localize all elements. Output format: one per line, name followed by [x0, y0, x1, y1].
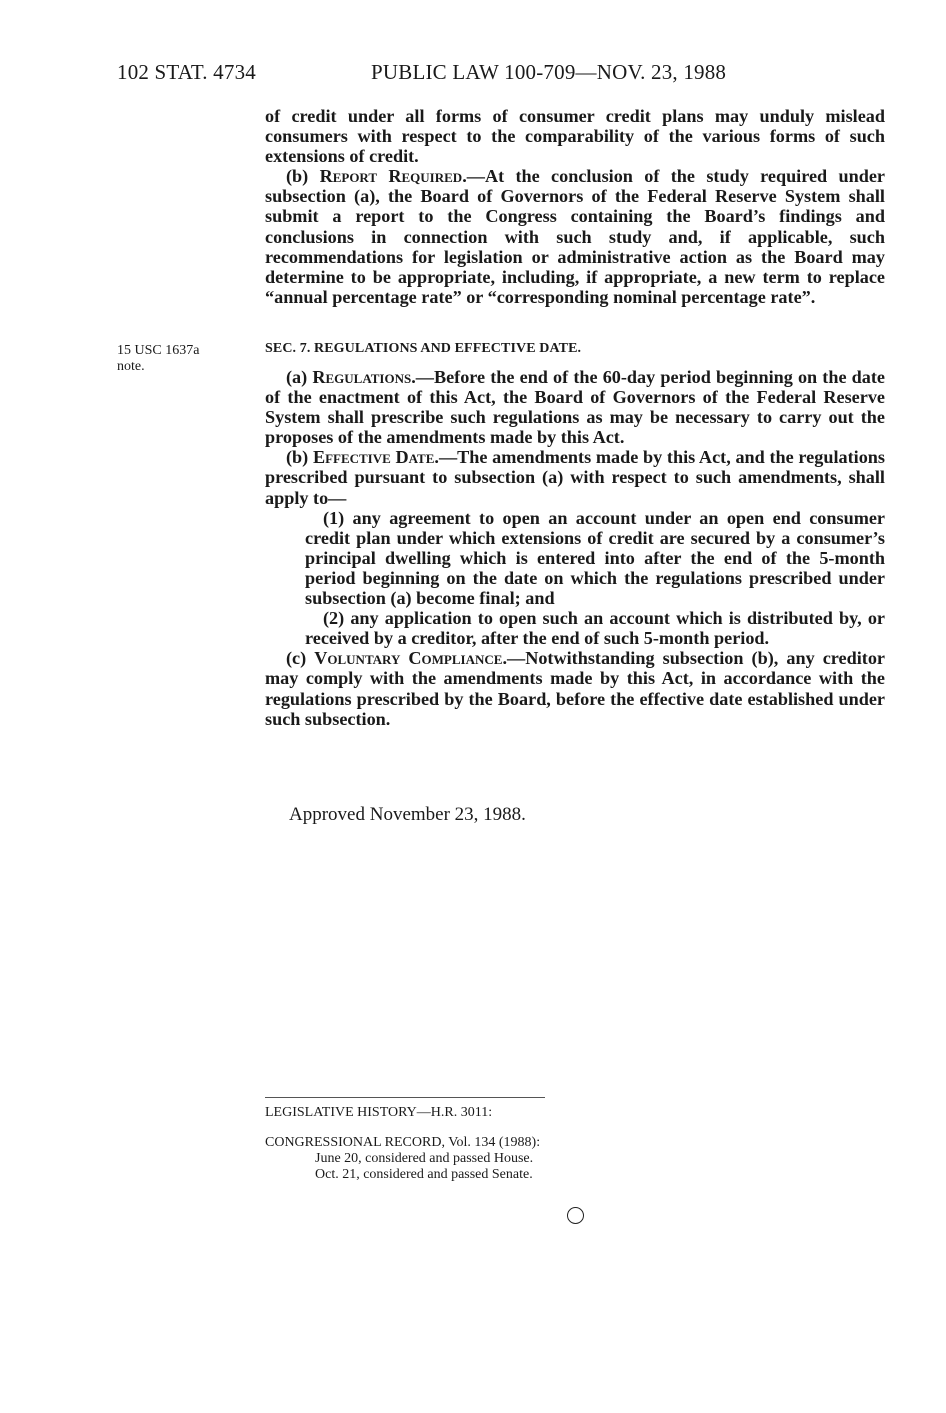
margin-note-line2: note.: [117, 359, 145, 374]
legislative-history-record: [265, 1135, 540, 1183]
subsection-title: Report Required.: [319, 166, 467, 187]
section-7-body: [265, 367, 885, 729]
section-heading: SEC. 7. REGULATIONS AND EFFECTIVE DATE.: [265, 341, 582, 356]
subsection-c: [265, 648, 885, 728]
divider-rule: [265, 1097, 545, 1098]
subsection-title: Voluntary Compliance.: [314, 648, 507, 669]
legislative-history-title: LEGISLATIVE HISTORY—H.R. 3011:: [265, 1105, 493, 1120]
subsection-text: —Before the end of the 60-day period beginning on the date of the enactment of this Act, the Board of Governors of the Federal Reserve System shall prescribe such regulations as may be necessary to carry out the proposes of the amendments made by this Act.: [265, 367, 885, 448]
approval-line: Approved November 23, 1988.: [289, 804, 526, 825]
text-block-top: [265, 106, 885, 307]
margin-note-line1: 15 USC 1637a: [117, 343, 200, 358]
paragraph-1: (1) any agreement to open an account under an open end consumer credit plan under which extensions of credit are secured by a consumer’s principal dwelling which is entered into after the end of the 5-month period beginning on the date on which the regulations prescribed under subsection (a) become final; and: [305, 507, 885, 609]
history-entry: Oct. 21, considered and passed Senate.: [315, 1167, 533, 1182]
subsection-text: —At the conclusion of the study required under subsection (a), the Board of Governors of the Federal Reserve System shall submit a report to the Congress containing the Board’s findings and conclusions in connection with such study and, if applicable, such recommendations for legislation or administrative action as the Board may determine to be appropriate, including, if appropriate, a new term to replace “annual percentage rate” or “corresponding nominal percentage rate”.: [265, 166, 886, 307]
subsection-text: —The amendments made by this Act, and the regulations prescribed pursuant to subsection (a) with respect to such amendments, shall apply to—: [265, 447, 885, 508]
subsection-a: [265, 367, 885, 447]
paragraph-2: (2) any application to open such an account which is distributed by, or received by a creditor, after the end of such 5-month period.: [305, 608, 885, 649]
subsection-label: (b): [286, 447, 313, 468]
subsection-title: Effective Date.: [312, 447, 439, 468]
subsection-label: (b): [286, 166, 320, 187]
subsection-title: Regulations.: [312, 367, 416, 387]
subsection-label: (c): [286, 648, 315, 669]
history-entry: June 20, considered and passed House.: [315, 1151, 534, 1166]
subsection-b-effective: [265, 447, 885, 507]
end-of-law-circle-icon: [567, 1207, 584, 1224]
margin-note: [117, 343, 199, 375]
subsection-text: —Notwithstanding subsection (b), any creditor may comply with the amendments made by this Act, in accordance with the regulations prescribed by the Board, before the effective date established under such subsection.: [265, 648, 885, 729]
page-stat-number: 102 STAT. 4734: [117, 60, 256, 84]
running-head: PUBLIC LAW 100-709—NOV. 23, 1988: [371, 60, 727, 84]
intro-paragraph: of credit under all forms of consumer credit plans may unduly mislead consumers with respect to the comparability of the various forms of such extensions of credit.: [265, 106, 885, 167]
subsection-b-report: [265, 166, 885, 307]
congressional-record-line: CONGRESSIONAL RECORD, Vol. 134 (1988):: [265, 1135, 541, 1150]
subsection-label: (a): [286, 367, 313, 387]
